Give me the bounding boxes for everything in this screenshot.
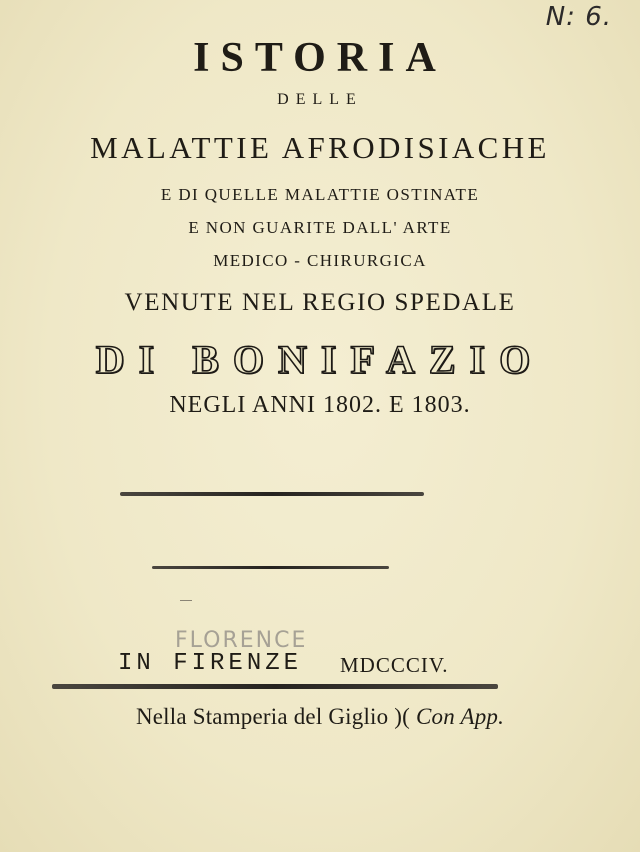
printer-line — [0, 704, 640, 730]
title-bonifazio: DI BONIFAZIO — [95, 337, 545, 382]
title-delle: DELLE — [277, 91, 363, 108]
license-note: Con App. — [415, 704, 505, 729]
printer-name: Nella Stamperia del Giglio — [135, 704, 389, 729]
years-line: NEGLI ANNI 1802. E 1803. — [169, 392, 471, 418]
printer-separator: )( — [394, 704, 411, 729]
handwritten-shelf-number: N: 6. — [545, 2, 612, 32]
subtitle-line-1: E DI QUELLE MALATTIE OSTINATE — [160, 185, 480, 204]
small-dash — [180, 600, 192, 601]
library-stamp: FLORENCE — [175, 628, 308, 653]
ornamental-rule-1 — [120, 492, 424, 496]
title-istoria: ISTORIA — [193, 35, 447, 81]
subtitle-line-2: E NON GUARITE DALL' ARTE — [188, 218, 452, 237]
imprint-city: IN FIRENZE — [118, 650, 303, 677]
ornamental-rule-3 — [52, 684, 498, 689]
imprint-line — [0, 650, 640, 686]
title-malattie-afrodisiache: MALATTIE AFRODISIACHE — [90, 130, 550, 165]
subtitle-line-3: MEDICO - CHIRURGICA — [213, 251, 427, 270]
ornamental-rule-2 — [152, 566, 389, 569]
imprint-year: MDCCCIV. — [340, 653, 449, 677]
subtitle-line-4: VENUTE NEL REGIO SPEDALE — [124, 289, 516, 316]
